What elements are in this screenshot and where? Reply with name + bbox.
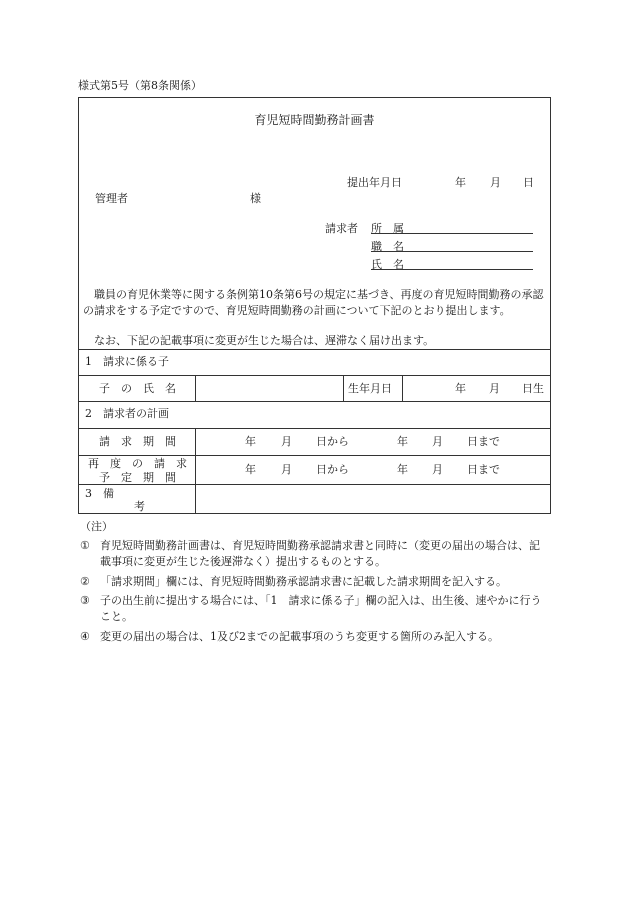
section2-heading: 2 請求者の計画 [85,407,169,420]
row2-start-day: 日から [316,463,349,476]
divider [402,375,403,401]
row1-start-year: 年 [245,435,256,448]
row1-end-month: 月 [432,435,443,448]
child-name-label: 子 の 氏 名 [99,382,176,395]
divider [78,349,551,350]
note-item [80,574,550,590]
row1-end-day: 日まで [467,435,500,448]
position-field[interactable] [371,251,533,252]
row2-start-month: 月 [281,463,292,476]
row2-end-day: 日まで [467,463,500,476]
note-item [80,629,550,645]
divider [78,401,551,402]
note-text: 子の出生前に提出する場合には、「1 請求に係る子」欄の記入は、出生後、速やかに行うこと。 [100,594,542,623]
divider [78,428,551,429]
divider [78,455,551,456]
body-paragraph-1: 職員の育児休業等に関する条例第10条第6号の規定に基づき、再度の育児短時間勤務の承認の請求をする予定ですので、育児短時間勤務の計画について下記のとおり提出します。 [83,288,544,317]
requester-label: 請求者 [325,222,358,235]
position-label: 職 名 [371,240,404,253]
note-number: ② [80,575,90,588]
note-number: ④ [80,630,90,643]
name-label: 氏 名 [371,258,404,271]
birth-month-unit: 月 [489,382,500,395]
note-number: ① [80,539,90,552]
date-day-unit: 日 [523,176,534,189]
planned-period-label-line1: 再 度 の 請 求 [88,457,187,470]
remarks-label-line1: 3 備 [85,487,114,500]
addressee-suffix: 様 [250,192,261,205]
divider [343,375,344,401]
notes-heading: （注） [80,520,113,533]
note-item [80,538,550,570]
note-text: 「請求期間」欄には、育児短時間勤務承認請求書に記載した請求期間を記入する。 [100,575,507,588]
row2-start-year: 年 [245,463,256,476]
document-title: 育児短時間勤務計画書 [254,113,375,127]
birth-year-unit: 年 [455,382,466,395]
planned-period-label-line2: 予 定 期 間 [99,471,176,484]
row2-end-year: 年 [397,463,408,476]
date-label: 提出年月日 [347,176,402,189]
note-number: ③ [80,594,90,607]
row1-start-day: 日から [316,435,349,448]
child-name-field[interactable] [196,376,343,400]
remarks-field[interactable] [196,485,550,513]
row2-end-month: 月 [432,463,443,476]
date-year-unit: 年 [455,176,466,189]
row1-start-month: 月 [281,435,292,448]
date-month-unit: 月 [490,176,501,189]
note-text: 育児短時間勤務計画書は、育児短時間勤務承認請求書と同時に（変更の届出の場合は、記載事項に変更が生じた後遅滞なく）提出するものとする。 [100,539,540,568]
affiliation-field[interactable] [371,233,533,234]
addressee-label: 管理者 [95,192,128,205]
birthdate-label: 生年月日 [348,382,392,395]
section1-heading: 1 請求に係る子 [85,355,169,368]
form-number-label: 様式第5号（第8条関係） [78,79,202,92]
affiliation-label: 所 属 [371,222,404,235]
note-item [80,593,550,625]
name-field[interactable] [371,269,533,270]
request-period-label: 請 求 期 間 [99,435,176,448]
body-paragraph-2: なお、下記の記載事項に変更が生じた場合は、遅滞なく届け出ます。 [94,334,435,347]
remarks-label-line2: 考 [134,500,145,513]
row1-end-year: 年 [397,435,408,448]
note-text: 変更の届出の場合は、1及び2までの記載事項のうち変更する箇所のみ記入する。 [100,630,499,643]
birth-day-unit: 日生 [522,382,544,395]
